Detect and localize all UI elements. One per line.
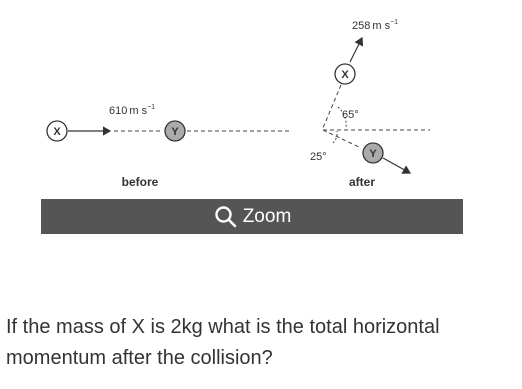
zoom-button[interactable] bbox=[41, 199, 463, 234]
before-speed-label: 610 m $s^{-1}$ bbox=[109, 104, 156, 117]
after-y-label: Y bbox=[369, 148, 377, 160]
after-x-label: X bbox=[341, 69, 349, 81]
before-x-label: X bbox=[53, 126, 61, 138]
after-angle-arc-25 bbox=[333, 131, 337, 143]
after-x-velocity-arrow bbox=[350, 38, 362, 62]
question-text: If the mass of X is 2kg what is the total horizontal momentum after the collision? bbox=[6, 316, 440, 369]
after-y-velocity-arrow bbox=[383, 158, 410, 173]
after-angle-65-label: 65° bbox=[342, 109, 359, 121]
after-y-path-dashed bbox=[323, 130, 361, 148]
after-angle-25-label: 25° bbox=[310, 151, 327, 163]
after-speed-label: 258 m $s^{-1}$ bbox=[352, 19, 399, 32]
after-caption: after bbox=[348, 175, 376, 189]
before-panel bbox=[47, 104, 292, 189]
after-x-path-dashed bbox=[323, 85, 341, 128]
magnifier-icon bbox=[213, 204, 239, 230]
before-caption: before bbox=[121, 175, 159, 189]
after-panel bbox=[310, 19, 430, 189]
zoom-label: Zoom bbox=[242, 205, 292, 227]
before-y-label: Y bbox=[171, 126, 179, 138]
